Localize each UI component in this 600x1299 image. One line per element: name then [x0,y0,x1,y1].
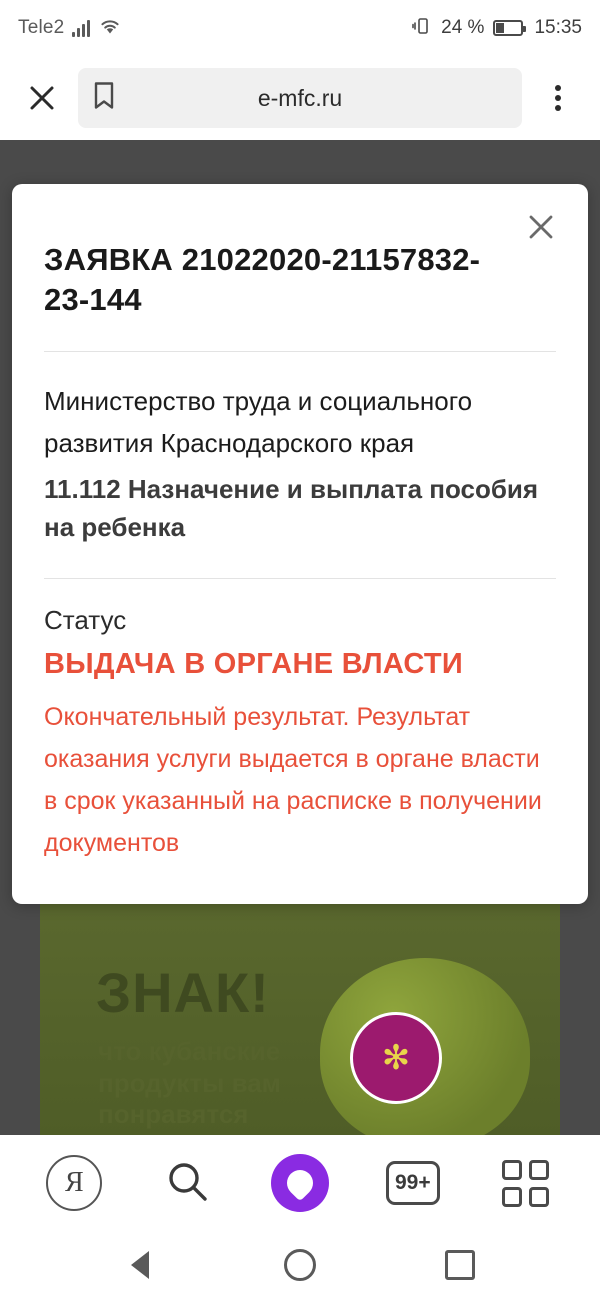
yandex-logo-icon: Я [46,1155,102,1211]
promo-badge-icon: ✻ [350,1012,442,1104]
tabs-count-badge: 99+ [386,1161,440,1205]
address-bar[interactable] [78,68,522,128]
bookmark-icon[interactable] [92,81,116,116]
nav-home-button[interactable] [270,1239,330,1291]
modal-close-button[interactable] [520,206,562,248]
browser-toolbar [0,56,600,140]
status-label: Статус [44,605,127,636]
divider-middle [44,578,556,579]
signal-bars-icon [72,19,90,37]
search-button[interactable] [145,1141,229,1225]
tabs-button[interactable] [371,1141,455,1225]
promo-heading: ЗНАК! [96,961,270,1024]
vibrate-icon [412,16,432,41]
organization-name: Министерство труда и социального развития Краснодарского края [44,386,473,459]
nav-back-icon [131,1251,149,1279]
wifi-icon [98,17,122,40]
page-content [0,140,600,1135]
battery-charging-icon [493,20,523,36]
application-status-modal [12,184,588,904]
alice-assistant-button[interactable] [258,1141,342,1225]
grid-apps-icon [502,1160,549,1207]
carrier-label: Tele2 [18,17,65,38]
apps-button[interactable] [484,1141,568,1225]
clock-label: 15:35 [534,17,582,38]
url-text: e-mfc.ru [257,84,343,111]
status-bar [0,0,600,56]
nav-recents-icon [445,1250,475,1280]
status-bar-left [18,17,122,40]
yandex-home-button[interactable] [32,1141,116,1225]
battery-percent: 24 % [441,17,485,38]
android-navigation-bar [0,1231,600,1299]
search-icon [165,1159,209,1208]
service-name: 11.112 Назначение и выплата пособия на ребенка [44,473,539,542]
alice-assistant-icon [271,1154,329,1212]
status-description: Окончательный результат. Результат оказания услуги выдается в органе власти в срок указанный на расписке в получении документов [44,703,542,858]
modal-title: ЗАЯВКА 21022020-21157832-23-144 [44,242,481,317]
overflow-menu-button[interactable] [532,72,584,124]
status-bar-right [412,16,582,41]
browser-bottom-bar [0,1135,600,1231]
divider-top [44,351,556,352]
nav-home-icon [284,1249,316,1281]
status-value: ВЫДАЧА В ОРГАНЕ ВЛАСТИ [44,648,464,681]
nav-recents-button[interactable] [430,1239,490,1291]
nav-back-button[interactable] [110,1239,170,1291]
promo-subtext: что кубанские продукты вам понравятся [98,1036,281,1130]
close-tab-button[interactable] [16,72,68,124]
